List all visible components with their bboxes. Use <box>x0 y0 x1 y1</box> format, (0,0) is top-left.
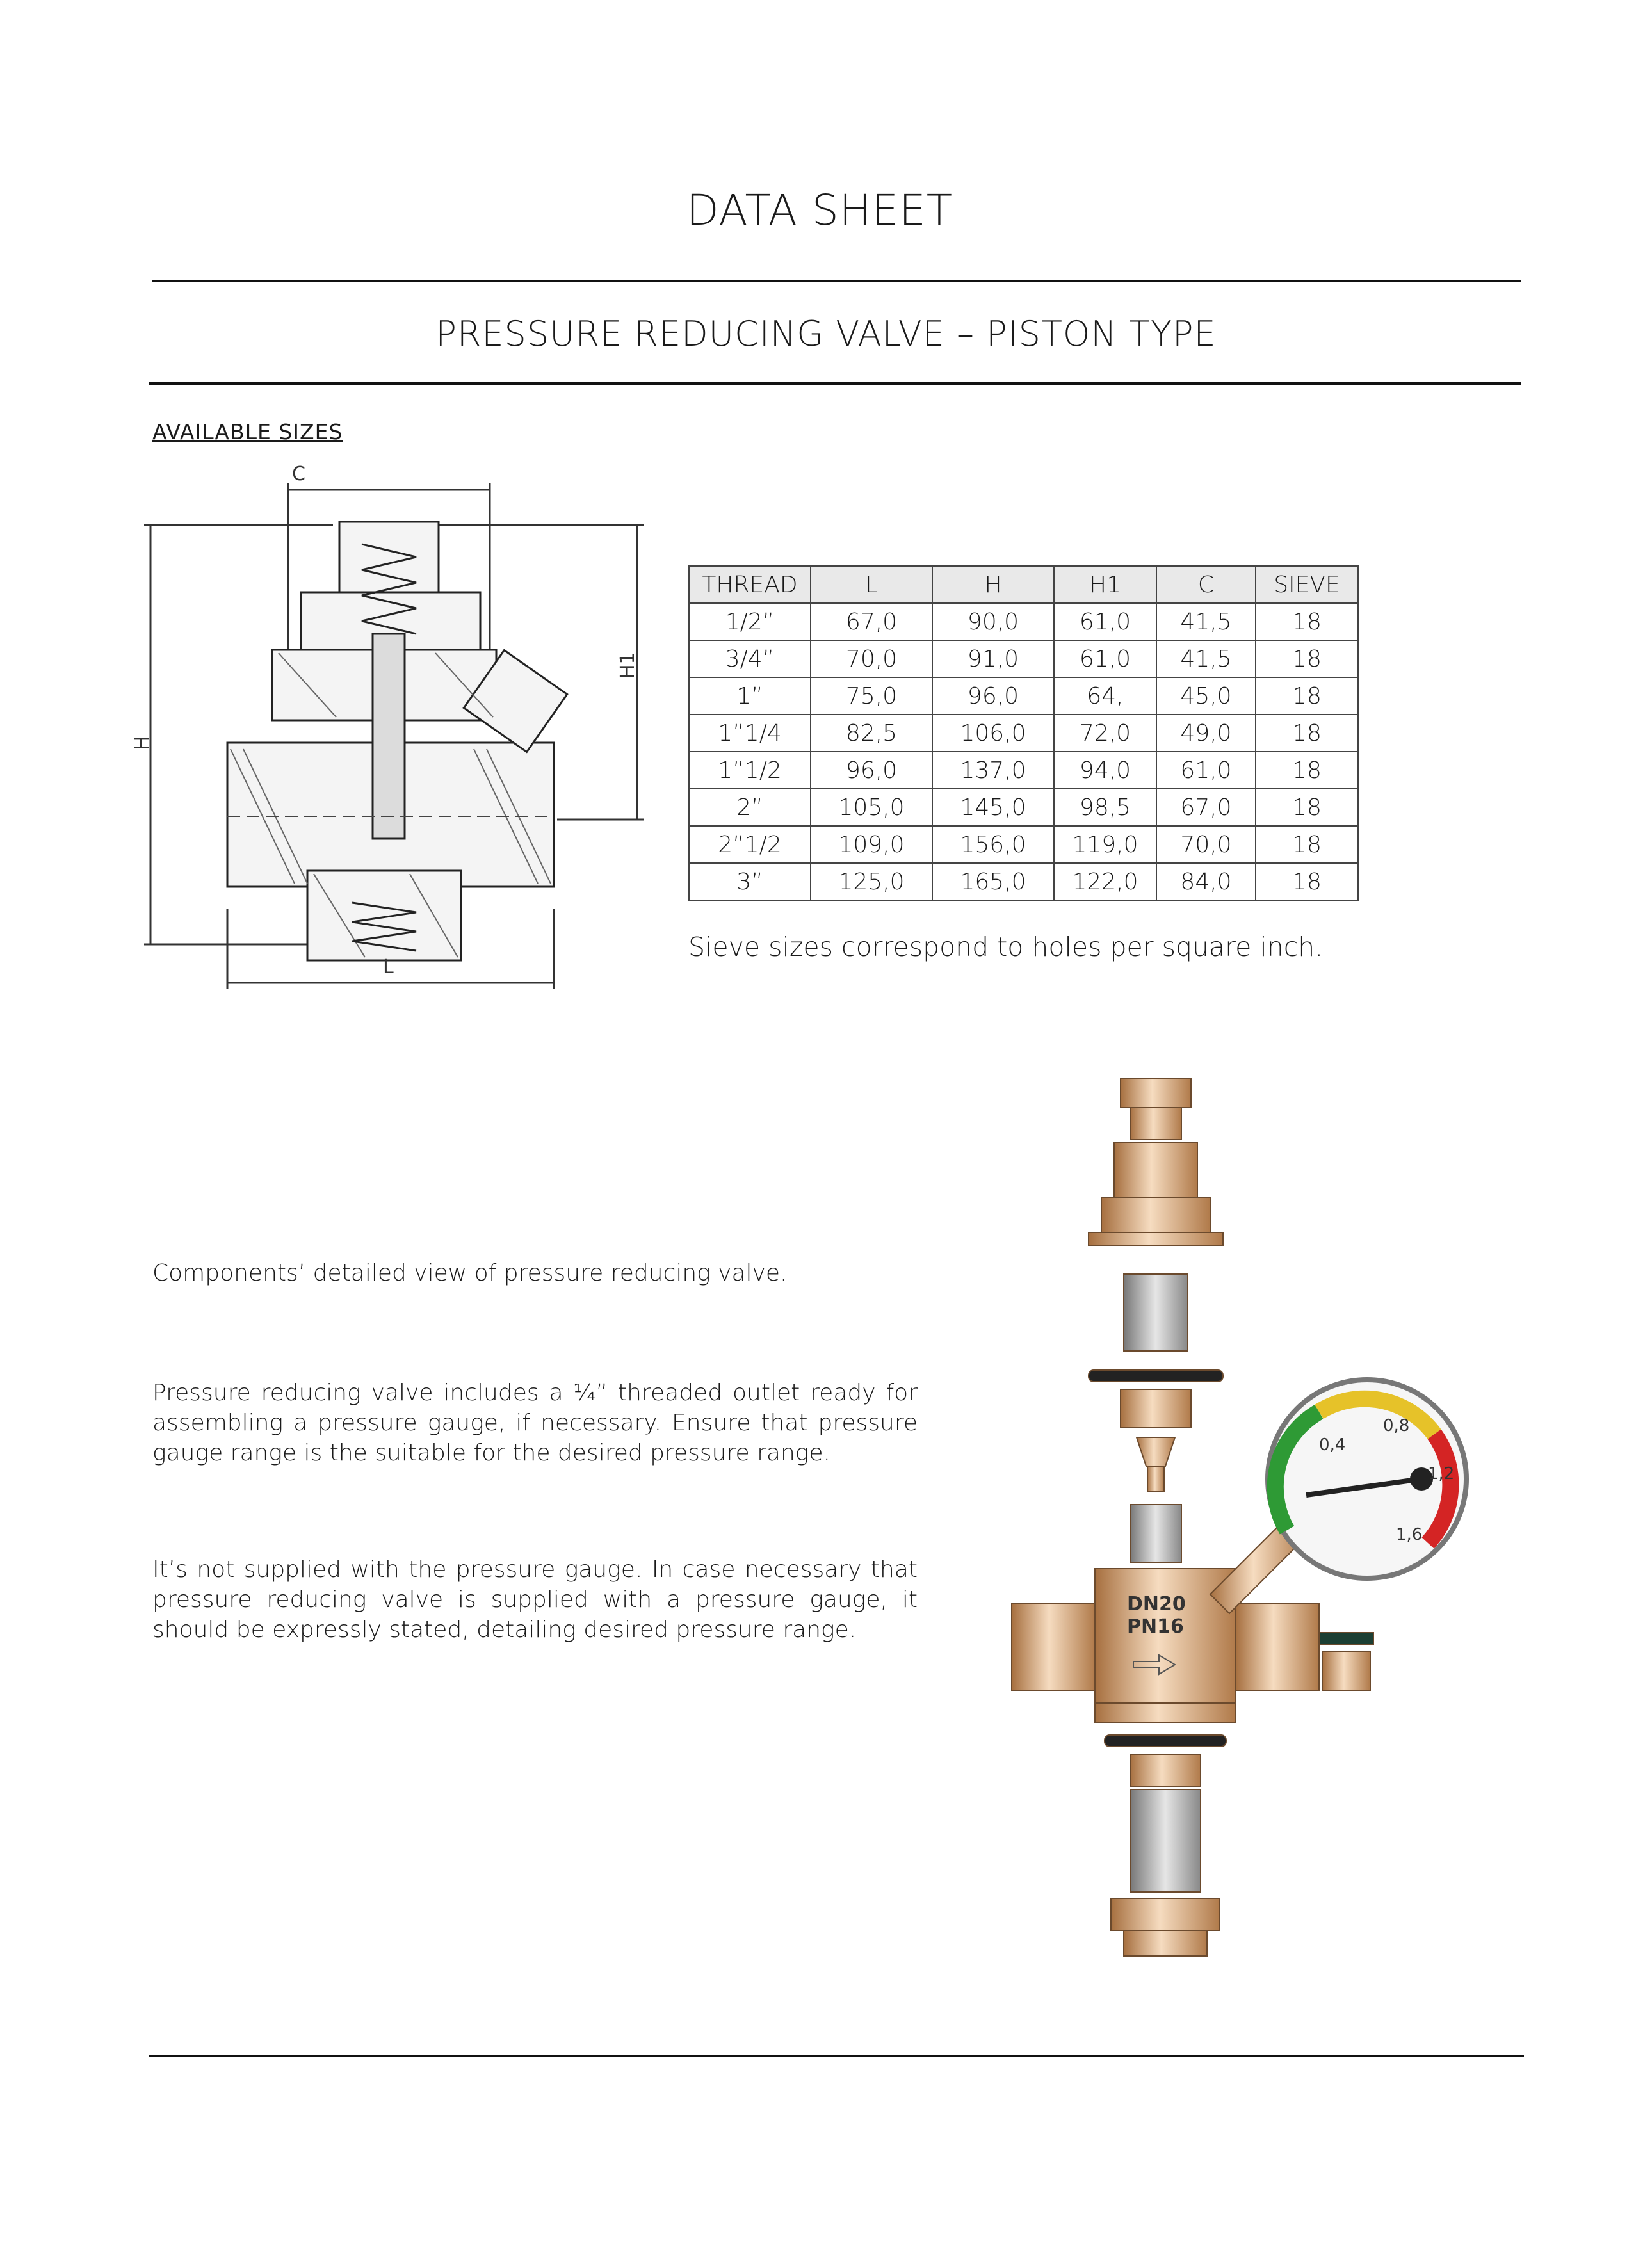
table-cell: 18 <box>1256 715 1358 752</box>
table-cell: 1” <box>689 677 811 715</box>
column-header: SIEVE <box>1256 566 1358 603</box>
table-header-row <box>689 566 1358 603</box>
table-cell: 156,0 <box>932 826 1054 863</box>
table-cell: 119,0 <box>1054 826 1156 863</box>
table-cell: 90,0 <box>932 603 1054 640</box>
spring-part <box>1124 1274 1188 1351</box>
table-cell: 18 <box>1256 752 1358 789</box>
outlet-paragraph: Pressure reducing valve includes a ¼” threaded outlet ready for assembling a pressure gauge, if necessary. Ensure that pressure gauge range is the suitable for the desired pressure range. <box>152 1380 918 1466</box>
table-cell: 67,0 <box>811 603 932 640</box>
valve-marking-pn: PN16 <box>1127 1615 1184 1638</box>
table-cell: 18 <box>1256 826 1358 863</box>
table-cell: 94,0 <box>1054 752 1156 789</box>
table-cell: 64, <box>1054 677 1156 715</box>
dimension-c-label: C <box>292 463 305 485</box>
table-cell: 98,5 <box>1054 789 1156 826</box>
table-cell: 1”1/2 <box>689 752 811 789</box>
valve-marking-dn: DN20 <box>1127 1593 1186 1615</box>
bottom-cap <box>1111 1898 1220 1930</box>
table-cell: 2” <box>689 789 811 826</box>
table-cell: 45,0 <box>1156 677 1256 715</box>
valve-cross-section-drawing <box>131 461 653 1005</box>
table-cell: 165,0 <box>932 863 1054 900</box>
table-cell: 3” <box>689 863 811 900</box>
piston-cone <box>1137 1437 1175 1466</box>
gauge-scale-label: 0,4 <box>1319 1435 1346 1455</box>
table-cell: 18 <box>1256 677 1358 715</box>
title-rule <box>152 280 1521 282</box>
table-cell: 49,0 <box>1156 715 1256 752</box>
table-cell: 106,0 <box>932 715 1054 752</box>
table-cell: 61,0 <box>1054 603 1156 640</box>
column-header: H <box>932 566 1054 603</box>
column-header: C <box>1156 566 1256 603</box>
piston-stem <box>373 634 405 839</box>
table-cell: 3/4” <box>689 640 811 677</box>
table-cell: 2”1/2 <box>689 826 811 863</box>
table-cell: 122,0 <box>1054 863 1156 900</box>
table-cell: 70,0 <box>1156 826 1256 863</box>
inlet-port <box>1012 1604 1095 1690</box>
table-cell: 125,0 <box>811 863 932 900</box>
subtitle-rule <box>149 382 1521 385</box>
table-cell: 41,5 <box>1156 640 1256 677</box>
table-cell: 137,0 <box>932 752 1054 789</box>
table-row <box>689 640 1358 677</box>
table-cell: 75,0 <box>811 677 932 715</box>
table-cell: 105,0 <box>811 789 932 826</box>
outlet-plug <box>1322 1652 1370 1690</box>
table-cell: 1/2” <box>689 603 811 640</box>
dimension-h1-label: H1 <box>617 652 639 679</box>
table-cell: 18 <box>1256 863 1358 900</box>
adjusting-knob <box>1121 1079 1191 1108</box>
gauge-scale-label: 0,8 <box>1383 1416 1410 1435</box>
table-cell: 61,0 <box>1054 640 1156 677</box>
column-header: H1 <box>1054 566 1156 603</box>
gauge-scale-label: 1,2 <box>1428 1464 1455 1483</box>
gauge-scale-label: 1,6 <box>1396 1525 1423 1544</box>
table-cell: 1”1/4 <box>689 715 811 752</box>
table-cell: 109,0 <box>811 826 932 863</box>
bonnet-part <box>1114 1143 1197 1197</box>
exploded-components-illustration <box>986 1069 1486 1985</box>
table-cell: 84,0 <box>1156 863 1256 900</box>
table-cell: 82,5 <box>811 715 932 752</box>
table-cell: 72,0 <box>1054 715 1156 752</box>
table-row <box>689 752 1358 789</box>
column-header: THREAD <box>689 566 811 603</box>
gauge-paragraph: It’s not supplied with the pressure gauge. In case necessary that pressure reducing valve is supplied with a pressure gauge, it should be expressly stated, detailing desired pressure range. <box>152 1556 918 1643</box>
filter-sieve <box>1130 1505 1181 1562</box>
document-title: DATA SHEET <box>686 186 953 235</box>
dimension-l-label: L <box>383 956 394 978</box>
outlet-port <box>1236 1604 1319 1690</box>
document-subtitle: PRESSURE REDUCING VALVE – PISTON TYPE <box>435 314 1217 354</box>
table-cell: 18 <box>1256 640 1358 677</box>
components-caption: Components’ detailed view of pressure reducing valve. <box>152 1260 788 1286</box>
table-row <box>689 715 1358 752</box>
table-row <box>689 826 1358 863</box>
table-cell: 145,0 <box>932 789 1054 826</box>
sieve-note: Sieve sizes correspond to holes per square inch. <box>688 932 1324 962</box>
top-cap <box>339 522 439 592</box>
table-cell: 67,0 <box>1156 789 1256 826</box>
available-sizes-heading: AVAILABLE SIZES <box>152 419 343 444</box>
table-cell: 18 <box>1256 789 1358 826</box>
pressure-gauge <box>1268 1380 1466 1578</box>
table-row <box>689 789 1358 826</box>
table-cell: 96,0 <box>932 677 1054 715</box>
table-cell: 18 <box>1256 603 1358 640</box>
table-cell: 61,0 <box>1156 752 1256 789</box>
column-header: L <box>811 566 932 603</box>
table-cell: 96,0 <box>811 752 932 789</box>
table-row <box>689 863 1358 900</box>
footer-rule <box>149 2055 1524 2057</box>
dimension-h-label: H <box>131 736 154 750</box>
table-cell: 70,0 <box>811 640 932 677</box>
table-cell: 91,0 <box>932 640 1054 677</box>
lower-spring-part <box>1130 1790 1201 1892</box>
table-cell: 41,5 <box>1156 603 1256 640</box>
o-ring <box>1089 1370 1223 1382</box>
piston-part <box>1121 1389 1191 1428</box>
sizes-table <box>688 565 1359 901</box>
table-row <box>689 677 1358 715</box>
table-row <box>689 603 1358 640</box>
